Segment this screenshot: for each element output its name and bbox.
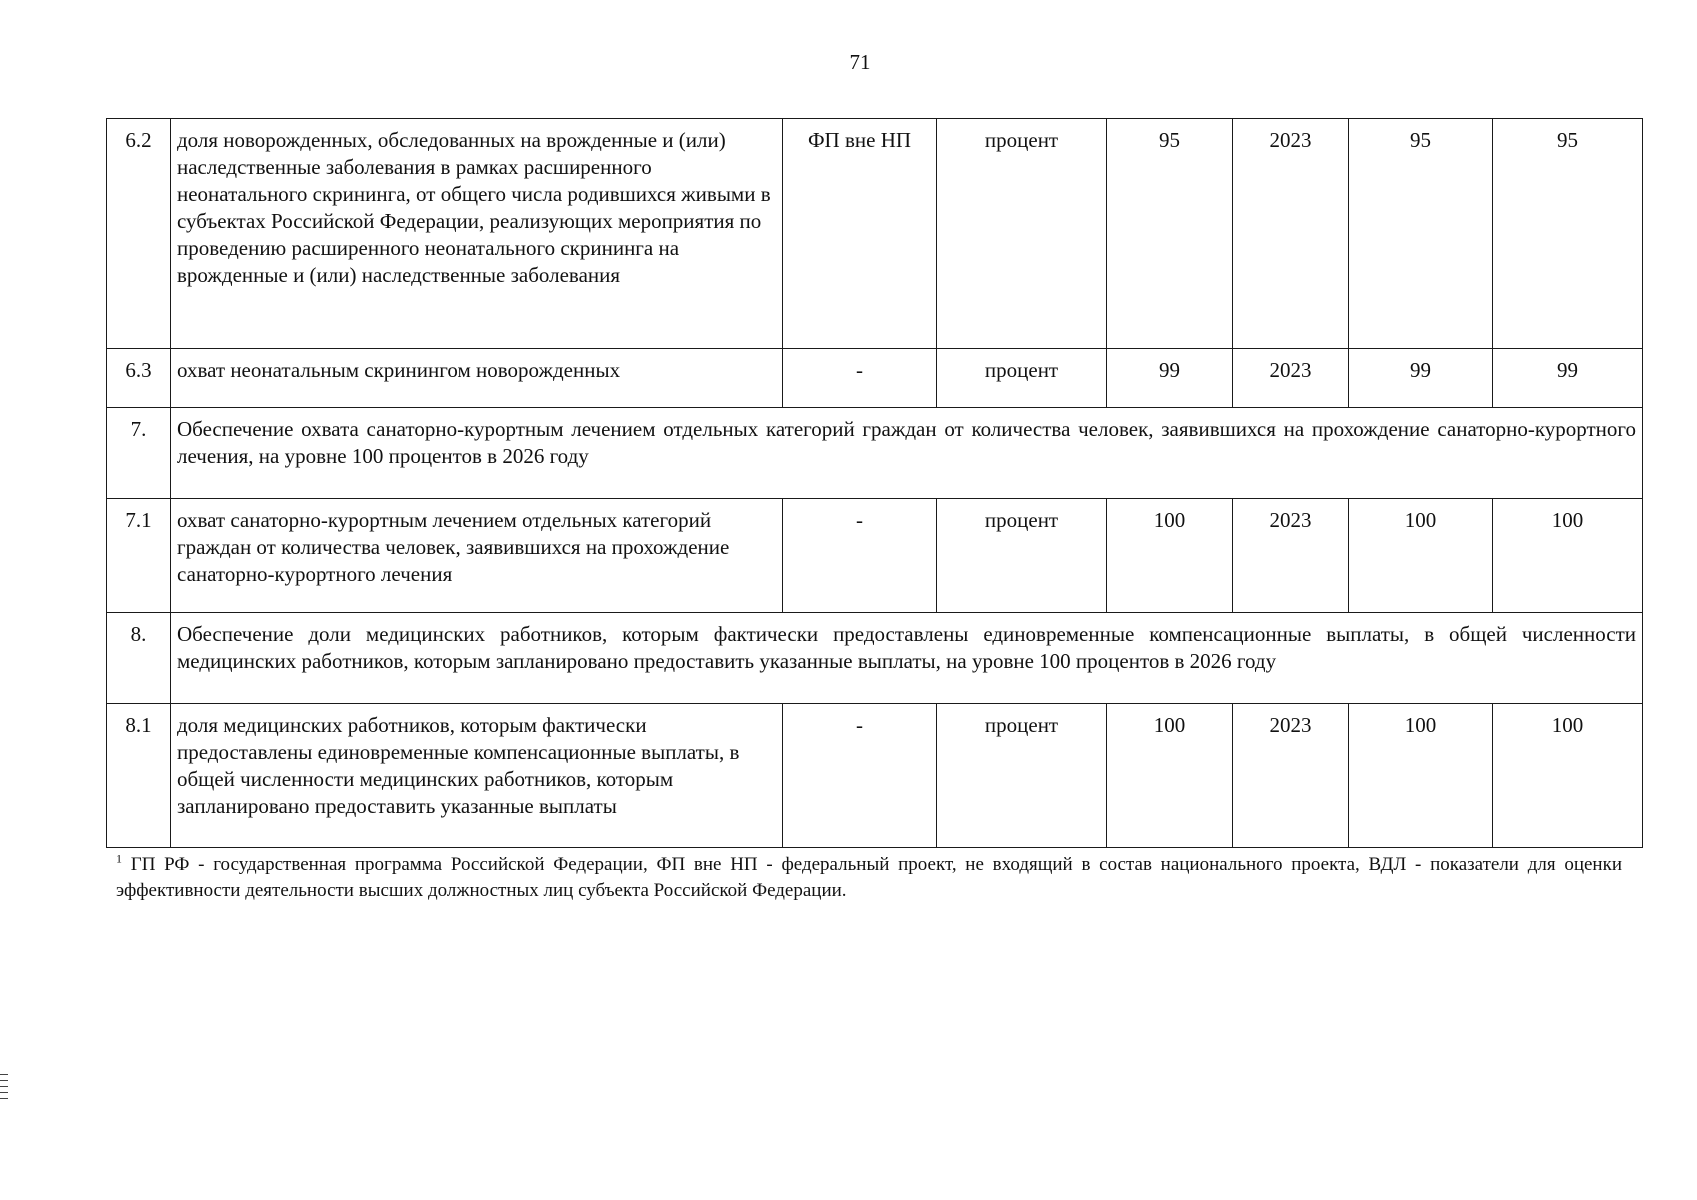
table-row [107, 349, 1643, 408]
section-row [107, 613, 1643, 704]
indicator-source: - [783, 349, 937, 408]
table-row [107, 119, 1643, 349]
section-description: Обеспечение доли медицинских работников, которым фактически предоставлены единовременные компенсационные выплаты, в общей численности медицинских работников, которым запланировано предоставить указанные выплаты, на уровне 100 процентов в 2026 году [171, 613, 1643, 704]
footnote [116, 852, 1622, 904]
indicator-description: доля медицинских работников, которым фактически предоставлены единовременные компенсационные выплаты, в общей численности медицинских работников, которым запланировано предоставить указанные выплаты [171, 704, 783, 848]
table-row [107, 704, 1643, 848]
target-value-1: 100 [1349, 499, 1493, 613]
indicator-unit: процент [937, 704, 1107, 848]
row-number: 7.1 [107, 499, 171, 613]
indicator-unit: процент [937, 349, 1107, 408]
target-value-2: 100 [1493, 499, 1643, 613]
indicator-source: - [783, 704, 937, 848]
table-row [107, 499, 1643, 613]
base-year: 2023 [1233, 704, 1349, 848]
row-number: 6.2 [107, 119, 171, 349]
margin-marks [0, 1074, 8, 1104]
row-number: 6.3 [107, 349, 171, 408]
target-value-1: 100 [1349, 704, 1493, 848]
footnote-marker: 1 [116, 851, 122, 866]
target-value-2: 95 [1493, 119, 1643, 349]
indicator-source: - [783, 499, 937, 613]
section-description: Обеспечение охвата санаторно-курортным лечением отдельных категорий граждан от количества человек, заявившихся на прохождение санаторно-курортного лечения, на уровне 100 процентов в 2026 году [171, 408, 1643, 499]
row-number: 8.1 [107, 704, 171, 848]
indicators-table [106, 118, 1643, 848]
base-year: 2023 [1233, 349, 1349, 408]
base-value: 99 [1107, 349, 1233, 408]
target-value-2: 100 [1493, 704, 1643, 848]
indicator-description: охват неонатальным скринингом новорожденных [171, 349, 783, 408]
page-number: 71 [849, 50, 871, 74]
footnote-text: ГП РФ - государственная программа Российской Федерации, ФП вне НП - федеральный проект, не входящий в состав национального проекта, ВДЛ - показатели для оценки эффективности деятельности высших должностных лиц субъекта Российской Федерации. [116, 854, 1622, 901]
target-value-1: 95 [1349, 119, 1493, 349]
indicator-description: доля новорожденных, обследованных на врожденные и (или) наследственные заболевания в рамках расширенного неонатального скрининга, от общего числа родившихся живыми в субъектах Российской Федерации, реализующих мероприятия по проведению расширенного неонатального скрининга на врожденные и (или) наследственные заболевания [171, 119, 783, 349]
indicator-source: ФП вне НП [783, 119, 937, 349]
indicator-description: охват санаторно-курортным лечением отдельных категорий граждан от количества человек, заявившихся на прохождение санаторно-курортного лечения [171, 499, 783, 613]
section-row [107, 408, 1643, 499]
base-value: 95 [1107, 119, 1233, 349]
base-value: 100 [1107, 704, 1233, 848]
indicator-unit: процент [937, 499, 1107, 613]
indicator-unit: процент [937, 119, 1107, 349]
target-value-1: 99 [1349, 349, 1493, 408]
base-value: 100 [1107, 499, 1233, 613]
target-value-2: 99 [1493, 349, 1643, 408]
base-year: 2023 [1233, 499, 1349, 613]
section-number: 7. [107, 408, 171, 499]
section-number: 8. [107, 613, 171, 704]
base-year: 2023 [1233, 119, 1349, 349]
